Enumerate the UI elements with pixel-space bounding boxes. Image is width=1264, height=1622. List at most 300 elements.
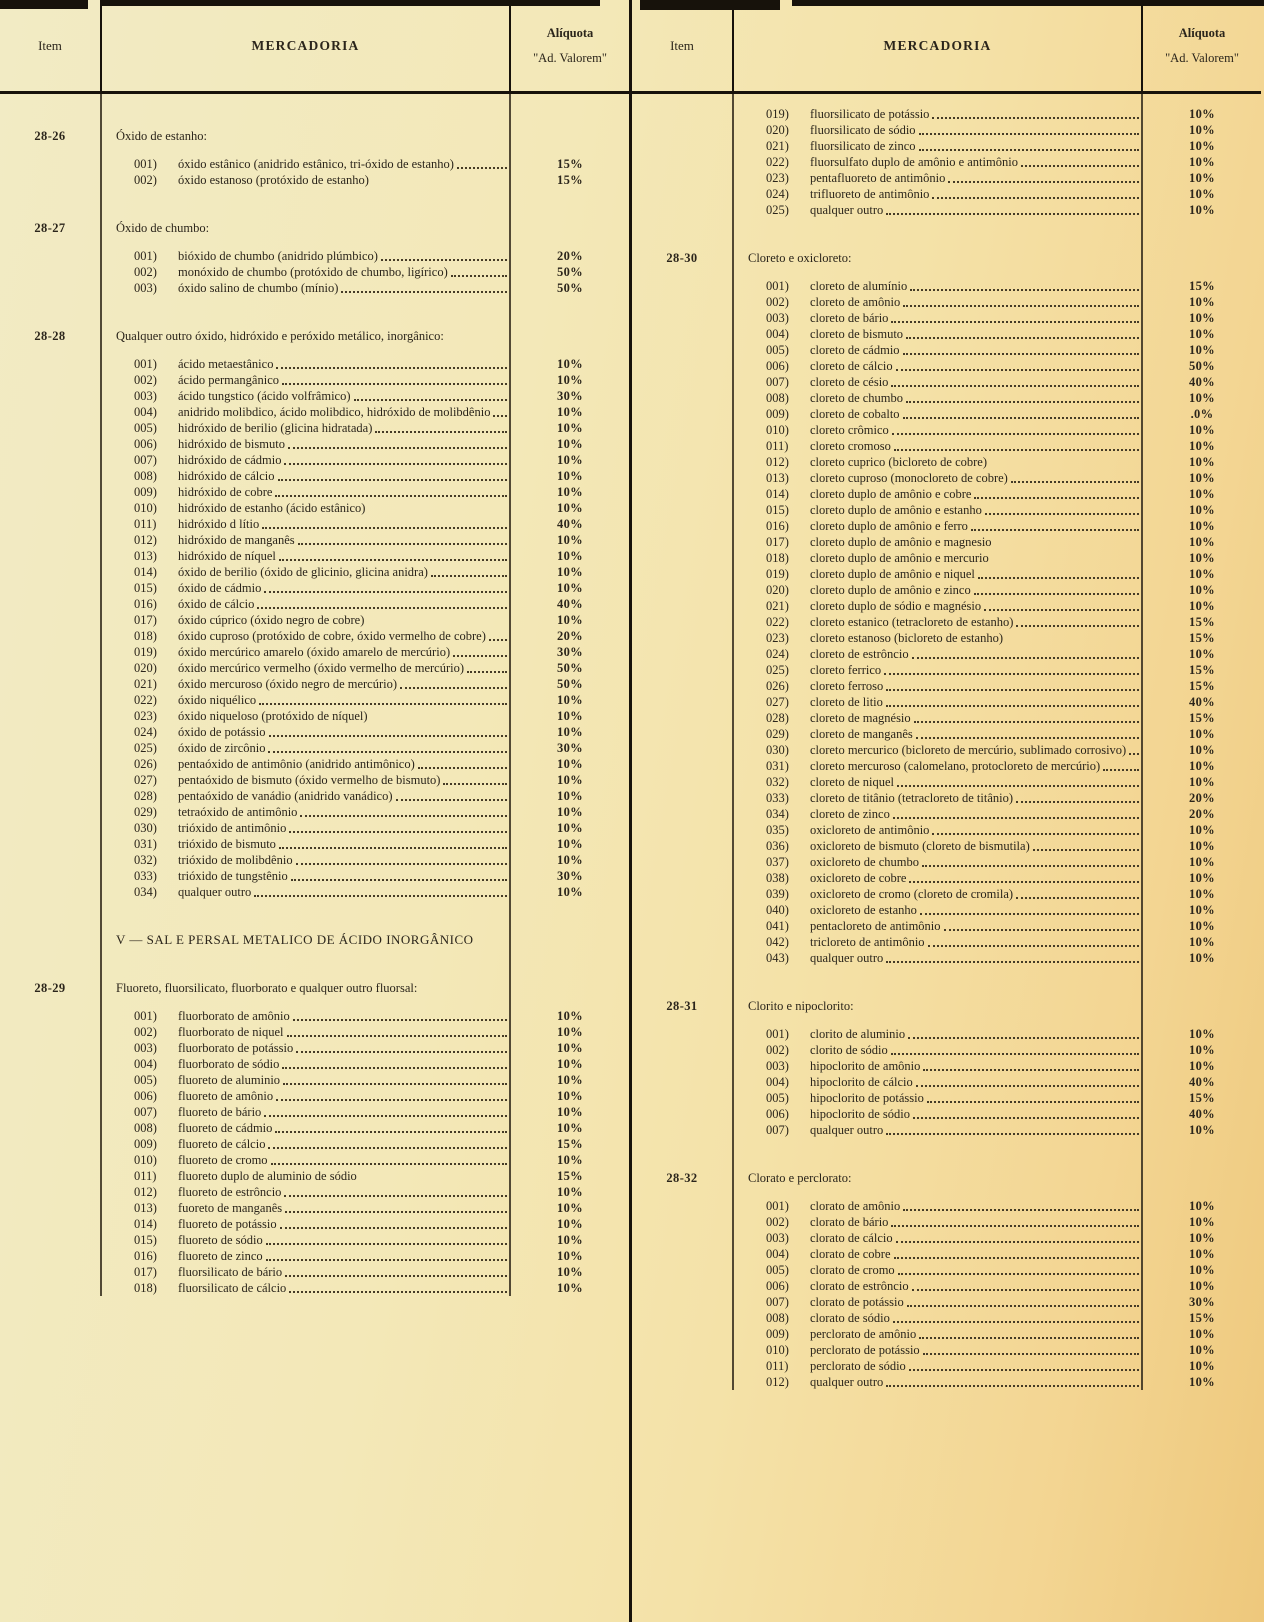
- entry-rate: 10%: [557, 885, 583, 899]
- sections-container: [0, 128, 629, 1296]
- dot-leader: [266, 1243, 507, 1245]
- table-row: [766, 726, 1261, 742]
- dot-leader: [276, 1099, 507, 1101]
- entry-description: clorato de estrôncio: [810, 1279, 909, 1293]
- dot-leader: [288, 447, 507, 449]
- entry-rate: 10%: [1189, 1199, 1215, 1213]
- dot-leader: [886, 689, 1139, 691]
- entry-description: oxicloreto de chumbo: [810, 855, 919, 869]
- table-row: [766, 598, 1261, 614]
- entry-description: perclorato de potássio: [810, 1343, 920, 1357]
- left-page-column: [0, 0, 629, 1622]
- entry-number: 014): [134, 565, 157, 579]
- table-row: [134, 756, 629, 772]
- table-row: [766, 1198, 1261, 1214]
- table-row: [134, 1104, 629, 1120]
- entry-description: fluoreto de cálcio: [178, 1137, 266, 1151]
- entry-description: cloreto ferroso: [810, 679, 884, 693]
- section-code: 28-27: [34, 221, 66, 235]
- entry-number: 005): [134, 1073, 157, 1087]
- entry-description: clorato de cromo: [810, 1263, 895, 1277]
- entry-description: cloreto de cálcio: [810, 359, 893, 373]
- header-aliquota-line2: "Ad. Valorem": [533, 51, 607, 65]
- entry-rate: 10%: [1189, 647, 1215, 661]
- table-row: [766, 470, 1261, 486]
- entry-number: 032): [766, 775, 789, 789]
- dot-leader: [906, 401, 1139, 403]
- entry-description: cloreto de litio: [810, 695, 883, 709]
- entry-rate: 10%: [1189, 903, 1215, 917]
- dot-leader: [269, 735, 508, 737]
- table-row: [766, 870, 1261, 886]
- table-row: [134, 452, 629, 468]
- entry-number: 041): [766, 919, 789, 933]
- entry-description: óxido de potássio: [178, 725, 266, 739]
- dot-leader: [1129, 753, 1139, 755]
- entry-rate: 10%: [557, 373, 583, 387]
- entry-rate: 10%: [557, 405, 583, 419]
- entry-rate: 30%: [557, 645, 583, 659]
- entry-number: 009): [766, 407, 789, 421]
- section-code: 28-30: [666, 251, 698, 265]
- table-row: [766, 358, 1261, 374]
- entry-description: anidrido molibdico, ácido molibdico, hidróxido de molibdênio: [178, 405, 491, 419]
- table-row: [766, 950, 1261, 966]
- entry-number: 021): [766, 599, 789, 613]
- entry-rate: 10%: [1189, 855, 1215, 869]
- entry-rate: 10%: [1189, 1375, 1215, 1389]
- entry-list: [134, 156, 629, 188]
- entry-rate: 10%: [1189, 471, 1215, 485]
- table-row: [766, 154, 1261, 170]
- table-row: [766, 1262, 1261, 1278]
- dot-leader: [381, 259, 507, 261]
- dot-leader: [912, 657, 1139, 659]
- entry-description: oxicloreto de cromo (cloreto de cromila): [810, 887, 1014, 901]
- entry-rate: 10%: [557, 1105, 583, 1119]
- table-row: [766, 374, 1261, 390]
- entry-rate: 15%: [557, 1137, 583, 1151]
- dot-leader: [298, 543, 507, 545]
- entry-description: cloreto cuprico (bicloreto de cobre): [810, 455, 987, 469]
- section-title: Qualquer outro óxido, hidróxido e peróxido metálico, inorgânico:: [116, 329, 444, 343]
- entry-number: 006): [766, 1279, 789, 1293]
- section: [0, 128, 629, 188]
- table-row: [766, 694, 1261, 710]
- entry-number: 001): [134, 157, 157, 171]
- entry-rate: 10%: [557, 1025, 583, 1039]
- table-row: [134, 404, 629, 420]
- entry-description: qualquer outro: [178, 885, 252, 899]
- table-row: [134, 1232, 629, 1248]
- entry-description: cloreto crômico: [810, 423, 889, 437]
- dot-leader: [262, 527, 507, 529]
- entry-rate: 10%: [1189, 519, 1215, 533]
- entry-description: trifluoreto de antimônio: [810, 187, 930, 201]
- table-row: [134, 788, 629, 804]
- section-head: [632, 250, 1261, 266]
- dot-leader: [927, 1101, 1139, 1103]
- table-row: [134, 388, 629, 404]
- entry-description: oxicloreto de estanho: [810, 903, 917, 917]
- entry-number: 001): [766, 1027, 789, 1041]
- header-mercadoria: MERCADORIA: [883, 37, 992, 53]
- entry-number: 007): [134, 453, 157, 467]
- entry-number: 001): [766, 279, 789, 293]
- dot-leader: [418, 767, 507, 769]
- entry-rate: .0%: [1190, 407, 1214, 421]
- dot-leader: [271, 1163, 507, 1165]
- dot-leader: [276, 367, 507, 369]
- entry-number: 021): [766, 139, 789, 153]
- dot-leader: [912, 1289, 1139, 1291]
- entry-description: cloreto duplo de sódio e magnésio: [810, 599, 982, 613]
- dot-leader: [268, 1147, 507, 1149]
- dot-leader: [285, 1211, 507, 1213]
- entry-number: 024): [766, 647, 789, 661]
- entry-description: fluorborato de potássio: [178, 1041, 294, 1055]
- table-row: [766, 310, 1261, 326]
- entry-number: 017): [134, 1265, 157, 1279]
- entry-rate: 50%: [557, 265, 583, 279]
- table-row: [134, 820, 629, 836]
- section-head: [0, 128, 629, 144]
- entry-description: pentaóxido de antimônio (anidrido antimônico): [178, 757, 415, 771]
- entry-description: cloreto de césio: [810, 375, 889, 389]
- table-row: [766, 186, 1261, 202]
- table-row: [766, 138, 1261, 154]
- entry-description: trióxido de tungstênio: [178, 869, 288, 883]
- entry-number: 034): [766, 807, 789, 821]
- dot-leader: [984, 609, 1139, 611]
- entry-number: 007): [766, 1123, 789, 1137]
- table-row: [134, 644, 629, 660]
- table-row: [134, 564, 629, 580]
- entry-number: 021): [134, 677, 157, 691]
- entry-rate: 20%: [1189, 807, 1215, 821]
- section-code: [0, 932, 100, 948]
- entry-number: 011): [134, 1169, 157, 1183]
- entry-number: 025): [766, 663, 789, 677]
- entry-number: 015): [134, 581, 157, 595]
- entry-number: 038): [766, 871, 789, 885]
- entry-description: óxido niquélico: [178, 693, 257, 707]
- entry-rate: 10%: [557, 1201, 583, 1215]
- entry-number: 018): [134, 629, 157, 643]
- entry-rate: 40%: [1189, 375, 1215, 389]
- table-row: [766, 566, 1261, 582]
- entry-number: 039): [766, 887, 789, 901]
- entry-rate: 15%: [1189, 1091, 1215, 1105]
- section-head: [0, 220, 629, 236]
- entry-description: hidróxido de bismuto: [178, 437, 285, 451]
- entry-description: clorito de aluminio: [810, 1027, 906, 1041]
- dot-leader: [906, 337, 1139, 339]
- header-aliquota-line1: Alíquota: [546, 26, 594, 40]
- entry-number: 031): [766, 759, 789, 773]
- entry-description: ácido tungstico (ácido volfrâmico): [178, 389, 351, 403]
- entry-description: bióxido de chumbo (anidrido plúmbico): [178, 249, 378, 263]
- entry-rate: 10%: [1189, 1327, 1215, 1341]
- table-row: [766, 854, 1261, 870]
- entry-number: 006): [134, 1089, 157, 1103]
- entry-rate: 15%: [1189, 663, 1215, 677]
- entry-description: cloreto duplo de amônio e ferro: [810, 519, 968, 533]
- entry-rate: 15%: [1189, 279, 1215, 293]
- entry-rate: 50%: [557, 661, 583, 675]
- entry-rate: 10%: [557, 421, 583, 435]
- dot-leader: [891, 385, 1139, 387]
- entry-rate: 10%: [1189, 155, 1215, 169]
- entry-number: 034): [134, 885, 157, 899]
- section: [632, 1170, 1261, 1390]
- table-row: [766, 486, 1261, 502]
- table-row: [766, 170, 1261, 186]
- entry-description: fuoreto de manganês: [178, 1201, 283, 1215]
- entry-description: cloreto cuproso (monocloreto de cobre): [810, 471, 1008, 485]
- dot-leader: [898, 1273, 1139, 1275]
- dot-leader: [916, 1085, 1139, 1087]
- section-title: Clorato e perclorato:: [748, 1171, 852, 1185]
- entry-number: 028): [134, 789, 157, 803]
- table-row: [134, 1056, 629, 1072]
- dot-leader: [289, 831, 507, 833]
- entry-rate: 30%: [557, 389, 583, 403]
- entry-rate: 30%: [557, 869, 583, 883]
- entry-number: 019): [766, 567, 789, 581]
- section: [0, 980, 629, 1296]
- table-row: [766, 678, 1261, 694]
- entry-description: cloreto estanico (tetracloreto de estanho): [810, 615, 1014, 629]
- dot-leader: [974, 497, 1139, 499]
- entry-rate: 10%: [1189, 775, 1215, 789]
- table-row: [134, 628, 629, 644]
- entry-rate: 15%: [557, 157, 583, 171]
- table-row: [134, 724, 629, 740]
- entry-description: hipoclorito de amônio: [810, 1059, 921, 1073]
- entry-description: óxido niqueloso (protóxido de níquel): [178, 709, 368, 723]
- table-row: [134, 280, 629, 296]
- entry-rate: 10%: [1189, 1043, 1215, 1057]
- entry-rate: 10%: [1189, 535, 1215, 549]
- entry-description: clorato de bário: [810, 1215, 889, 1229]
- entry-description: oxicloreto de cobre: [810, 871, 907, 885]
- dot-leader: [923, 1069, 1139, 1071]
- section-title: V — SAL E PERSAL METALICO DE ÁCIDO INORGÂNICO: [116, 932, 474, 947]
- entry-description: óxido cuproso (protóxido de cobre, óxido vermelho de cobre): [178, 629, 486, 643]
- entry-rate: 10%: [557, 853, 583, 867]
- entry-number: 010): [134, 1153, 157, 1167]
- dot-leader: [903, 1209, 1139, 1211]
- dot-leader: [896, 369, 1139, 371]
- entry-number: 026): [134, 757, 157, 771]
- entry-rate: 10%: [1189, 599, 1215, 613]
- entry-description: hidróxido de níquel: [178, 549, 276, 563]
- dot-leader: [282, 383, 507, 385]
- entry-number: 002): [134, 1025, 157, 1039]
- entry-rate: 10%: [1189, 1359, 1215, 1373]
- table-row: [134, 1040, 629, 1056]
- entry-description: fluorsilicato de bário: [178, 1265, 283, 1279]
- entry-number: 015): [766, 503, 789, 517]
- table-row: [766, 1058, 1261, 1074]
- table-row: [134, 516, 629, 532]
- table-row: [766, 918, 1261, 934]
- table-row: [134, 484, 629, 500]
- entry-list: [134, 356, 629, 900]
- entry-description: fluoreto de cromo: [178, 1153, 268, 1167]
- table-row: [766, 758, 1261, 774]
- entry-description: perclorato de sódio: [810, 1359, 906, 1373]
- entry-rate: 10%: [1189, 567, 1215, 581]
- section: [632, 250, 1261, 966]
- entry-number: 017): [134, 613, 157, 627]
- entry-rate: 10%: [1189, 887, 1215, 901]
- entry-number: 004): [134, 405, 157, 419]
- entry-rate: 30%: [557, 741, 583, 755]
- entry-rate: 10%: [557, 1265, 583, 1279]
- entry-rate: 10%: [1189, 391, 1215, 405]
- dot-leader: [914, 721, 1139, 723]
- entry-description: cloreto mercurico (bicloreto de mercúrio, sublimado corrosivo): [810, 743, 1127, 757]
- table-row: [134, 676, 629, 692]
- table-row: [134, 1072, 629, 1088]
- section-code: 28-28: [34, 329, 66, 343]
- entry-number: 008): [766, 391, 789, 405]
- dot-leader: [431, 575, 507, 577]
- entry-number: 004): [766, 1247, 789, 1261]
- entry-rate: 10%: [557, 1233, 583, 1247]
- entry-rate: 10%: [1189, 1215, 1215, 1229]
- entry-number: 020): [766, 123, 789, 137]
- entry-rate: 10%: [1189, 1231, 1215, 1245]
- entry-description: cloreto ferrico: [810, 663, 882, 677]
- table-row: [134, 1264, 629, 1280]
- entry-number: 018): [134, 1281, 157, 1295]
- table-row: [766, 838, 1261, 854]
- table-row: [134, 1136, 629, 1152]
- table-row: [766, 630, 1261, 646]
- entry-rate: 10%: [1189, 743, 1215, 757]
- entry-list: [766, 1026, 1261, 1138]
- entry-rate: 10%: [557, 1073, 583, 1087]
- dot-leader: [892, 433, 1139, 435]
- dot-leader: [948, 181, 1139, 183]
- dot-leader: [923, 1353, 1139, 1355]
- entry-number: 012): [766, 1375, 789, 1389]
- entry-number: 016): [766, 519, 789, 533]
- table-row: [766, 1310, 1261, 1326]
- entry-description: óxido estânico (anidrido estânico, tri-óxido de estanho): [178, 157, 454, 171]
- entry-rate: 50%: [1189, 359, 1215, 373]
- entry-rate: 30%: [1189, 1295, 1215, 1309]
- entry-rate: 15%: [1189, 615, 1215, 629]
- entry-rate: 40%: [557, 517, 583, 531]
- dot-leader: [396, 799, 507, 801]
- entry-rate: 20%: [557, 629, 583, 643]
- entry-description: hipoclorito de potássio: [810, 1091, 924, 1105]
- dot-leader: [285, 1275, 507, 1277]
- dot-leader: [896, 1241, 1139, 1243]
- entry-description: pentacloreto de antimônio: [810, 919, 941, 933]
- table-row: [134, 884, 629, 900]
- dot-leader: [920, 913, 1139, 915]
- entry-number: 012): [134, 533, 157, 547]
- entry-number: 018): [766, 551, 789, 565]
- table-row: [766, 902, 1261, 918]
- entry-number: 003): [766, 311, 789, 325]
- section-head: [632, 998, 1261, 1014]
- entry-description: cloreto de niquel: [810, 775, 894, 789]
- entry-number: 007): [134, 1105, 157, 1119]
- entry-number: 033): [766, 791, 789, 805]
- dot-leader: [897, 785, 1139, 787]
- entry-number: 029): [766, 727, 789, 741]
- entry-number: 002): [766, 1043, 789, 1057]
- table-row: [766, 934, 1261, 950]
- section: [0, 932, 629, 948]
- entry-number: 009): [766, 1327, 789, 1341]
- table-row: [766, 886, 1261, 902]
- entry-number: 033): [134, 869, 157, 883]
- dot-leader: [284, 463, 507, 465]
- dot-leader: [922, 865, 1139, 867]
- header-aliquota: [509, 0, 629, 91]
- dot-leader: [909, 881, 1139, 883]
- entry-rate: 10%: [557, 565, 583, 579]
- table-row: [134, 1168, 629, 1184]
- table-row: [134, 468, 629, 484]
- entry-number: 011): [134, 517, 157, 531]
- entry-description: cloreto mercuroso (calomelano, protocloreto de mercúrio): [810, 759, 1101, 773]
- entry-number: 002): [134, 173, 157, 187]
- entry-number: 004): [766, 327, 789, 341]
- entry-description: clorato de potássio: [810, 1295, 904, 1309]
- entry-description: pentafluoreto de antimônio: [810, 171, 946, 185]
- entry-rate: 15%: [1189, 711, 1215, 725]
- table-row: [766, 1026, 1261, 1042]
- dot-leader: [284, 1195, 507, 1197]
- entry-number: 003): [766, 1059, 789, 1073]
- entry-description: fluorsilicato de potássio: [810, 107, 930, 121]
- entry-description: óxido mercuroso (óxido negro de mercúrio): [178, 677, 398, 691]
- entry-description: fluorborato de niquel: [178, 1025, 284, 1039]
- section-code: 28-29: [34, 981, 66, 995]
- entry-rate: 10%: [557, 1121, 583, 1135]
- entry-rate: 10%: [1189, 123, 1215, 137]
- entry-rate: 10%: [557, 837, 583, 851]
- dot-leader: [891, 1053, 1139, 1055]
- entry-description: fluoreto duplo de aluminio de sódio: [178, 1169, 357, 1183]
- entry-number: 028): [766, 711, 789, 725]
- entry-rate: 10%: [1189, 107, 1215, 121]
- entry-rate: 10%: [557, 821, 583, 835]
- entry-description: qualquer outro: [810, 951, 884, 965]
- entry-number: 002): [134, 373, 157, 387]
- entry-rate: 50%: [557, 281, 583, 295]
- entry-number: 040): [766, 903, 789, 917]
- entry-rate: 10%: [557, 453, 583, 467]
- table-row: [766, 1074, 1261, 1090]
- table-row: [766, 406, 1261, 422]
- entry-number: 005): [134, 421, 157, 435]
- entry-description: fluorsilicato de zinco: [810, 139, 916, 153]
- entry-description: ácido metaestânico: [178, 357, 274, 371]
- entry-description: qualquer outro: [810, 203, 884, 217]
- entry-number: 003): [766, 1231, 789, 1245]
- entry-rate: 40%: [1189, 1107, 1215, 1121]
- entry-rate: 10%: [1189, 203, 1215, 217]
